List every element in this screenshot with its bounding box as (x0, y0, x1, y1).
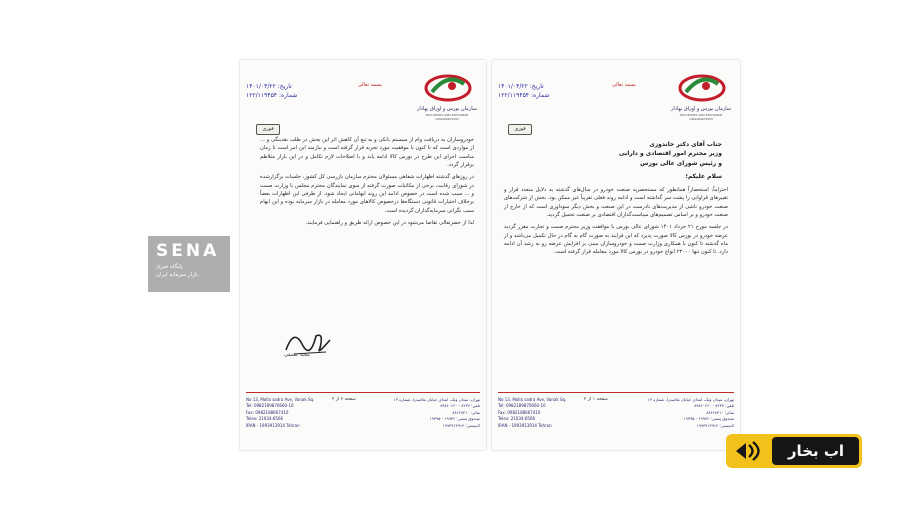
footer-line: صندوق پستی: ۱۹۹۳۶ - ۱۹۳۹۵ (683, 416, 734, 422)
org-name-en: SECURITIES AND EXCHANGE ORGANIZATION (679, 113, 723, 121)
org-name-fa: سازمان بورس و اوراق بهادار (416, 106, 477, 112)
footer-line: No 13, Molla sadra Ave, Vanak Sq. (246, 397, 315, 402)
recipient-line: و رئیس شورای عالی بورس (640, 159, 722, 167)
letter-date: تاریخ: ۱۴۰۱/۰۴/۲۲ (498, 83, 544, 90)
bismillah: بسمه تعالی (611, 82, 636, 88)
bismillah: بسمه تعالی (357, 82, 382, 88)
footer-address-en (498, 397, 568, 429)
footer-line: نمابر: ۸۸۶۶۷۴۱۰ (706, 409, 734, 415)
letter-meta (246, 82, 308, 101)
footer-line: Tel: 0982189870660-10 (498, 403, 546, 409)
recipient-block (619, 140, 722, 168)
paragraph: احتراماً، استحضاراً همانطور که مستحضرید صنعت خودرو در سال‌های گذشته به دلایل متعدد قرار و تغییرهای قراوانی را پشت سر گذاشته است و ادامه روند فعلی تقریباً غیر ممکن بود. بخش از شرکت‌های صنعت خودرو ناشی از مدیریت‌های نادرست در این صنعت و بخش دیگر سوداوری است که از خارج از صنعت خودرو و بر اساس تصمیم‌های سیاست‌گذاران اقتصادی بر صنعت تحمیل گردید. (504, 187, 728, 218)
letter-meta (498, 82, 560, 101)
footer-line: تهران، میدان ونک، ابتدای خیابان ملاصدرا، شماره ۱۳ (393, 397, 480, 402)
letter-page-1 (492, 60, 740, 450)
page-number: صفحه ۲ از ۲ (332, 397, 356, 402)
seo-logo-icon (676, 68, 728, 108)
letter-page-2 (240, 60, 486, 450)
paragraph: در روزهای گذشته اظهارات شفاهی مسئولان محترم سازمان بازرسی کل کشور، جلسات برگزارشده در شورای رقابت، برخی از مکاتبات صورت گرفته از سوی نمایندگان محترم مجلس با وزارت صمت و ... سبب شده است در خصوص ادامه این روند ابهاماتی ایجاد شود. از طرفی این اظهارات بعضاً برخلاف اختیارات قانونی دستگاه‌ها درخصوص کالاهای مورد معامله در بازار سرمایه بوده و این ابهام سبب نگرانی سرمایه‌گذاران گردیده است. (260, 174, 474, 214)
footer-line: صندوق پستی: ۱۹۹۳۶ - ۱۹۳۹۵ (429, 416, 480, 422)
sena-subtitle-line: بازار سرمایه ایران (156, 271, 198, 278)
seo-logo-icon (422, 68, 474, 108)
org-name-en: SECURITIES AND EXCHANGE ORGANIZATION (425, 113, 469, 121)
urgency-stamp: فوری (256, 124, 280, 135)
sena-title: SENA (156, 241, 220, 261)
letter-footer (246, 392, 480, 442)
paragraph: لذا از حضرتعالی تقاضا می‌شود در این خصوص ارائه طریق و راهنمایی فرمایند. (305, 219, 474, 226)
megaphone-icon (732, 439, 766, 463)
footer-address-en (246, 397, 316, 429)
footer-line: تلفن: ۸۲۳۷ - ۸۹۸۶۰۶۶۰ (440, 403, 480, 409)
footer-line: No 13, Molla sadra Ave, Vanak Sq. (498, 397, 567, 402)
letter-number: شماره: ۱۲۲/۱۱۹۴۵۴ (246, 92, 298, 100)
letter-date: تاریخ: ۱۴۰۱/۰۴/۲۲ (246, 83, 292, 90)
footer-address-fa (368, 397, 480, 429)
footer-line: Tel: 0982189870660-10 (246, 403, 294, 409)
ab-bokhar-logo (726, 434, 862, 468)
sena-watermark (148, 236, 230, 292)
greeting: سلام علیکم؛ (685, 173, 722, 180)
org-name-fa: سازمان بورس و اوراق بهادار (670, 106, 731, 112)
footer-line: Telex: 21034-6566 (246, 416, 284, 422)
footer-line: کدپستی: ۱۹۹۳۹۱۳۹۱۴ (696, 422, 734, 428)
footer-line: Fax: 0982188667410 (498, 409, 541, 415)
footer-line: کدپستی: ۱۹۹۳۹۱۳۹۱۴ (442, 422, 480, 428)
footer-line: نمابر: ۸۸۶۶۷۴۱۰ (452, 409, 480, 415)
footer-line: تهران، میدان ونک، ابتدای خیابان ملاصدرا، شماره ۱۳ (647, 397, 734, 402)
signatory-name: مجید عشقی (284, 352, 310, 358)
footer-line: IRAN - 1993913914 Tehran (498, 422, 552, 428)
sena-subtitle-line: پایگاه خبری (156, 264, 183, 270)
letter-body (504, 186, 728, 261)
footer-line: تلفن: ۸۲۳۷ - ۸۹۸۶۰۶۶۰ (694, 403, 734, 409)
footer-address-fa (622, 397, 734, 429)
footer-line: IRAN - 1993913914 Tehran (246, 422, 300, 428)
urgency-stamp: فوری (508, 124, 532, 135)
recipient-line: جناب آقای دکتر خاندوزی (649, 141, 722, 148)
footer-line: Telex: 21034-6566 (498, 416, 536, 422)
letter-footer (498, 392, 734, 442)
paragraph: در جلسه مورخ ۲۱ خرداد ۱۴۰۱ شورای عالی بورس با موافقت وزیر محترم صمت و تجارت مقرر گردید عرضه خودرو در بورس کالا صورت پذیرد که این فرایند به صورت گام به گام در حال تکمیل می‌باشد و از ماه گذشته تا کنون با همکاری وزارت صمت و خودروسازان مبنی بر افزایش عرضه رو به رشد آن ادامه دارد. تا کنون تنها ۲۳۰۰۰ انواع خودرو در بورس کالا مورد معامله قرار گرفته است. (504, 224, 728, 256)
letter-number: شماره: ۱۲۲/۱۱۹۴۵۴ (498, 92, 550, 100)
brand-name: اب بخار (787, 442, 845, 460)
letter-body (260, 136, 474, 231)
recipient-line: وزیر محترم امور اقتصادی و دارایی (618, 150, 722, 158)
page-number: صفحه ۱ از ۲ (584, 397, 608, 402)
sena-subtitle (156, 264, 224, 279)
footer-line: Fax: 0982188667410 (246, 409, 289, 415)
paragraph: خودروسازان به دریافت وام از سیستم بانکی و به تبع آن کاهش اثر این بخش در طلب نقدینگی و ... از مواردی است که تا کنون با موفقیت مورد تجربه قرار گرفته است و نیازمند این امر است تا زمان مناسب اجرای این طرح در بورس کالا ادامه یابد و با اصلاحات لازم تکامل و در این بازار متلاطم برقرار گردد. (260, 137, 474, 168)
